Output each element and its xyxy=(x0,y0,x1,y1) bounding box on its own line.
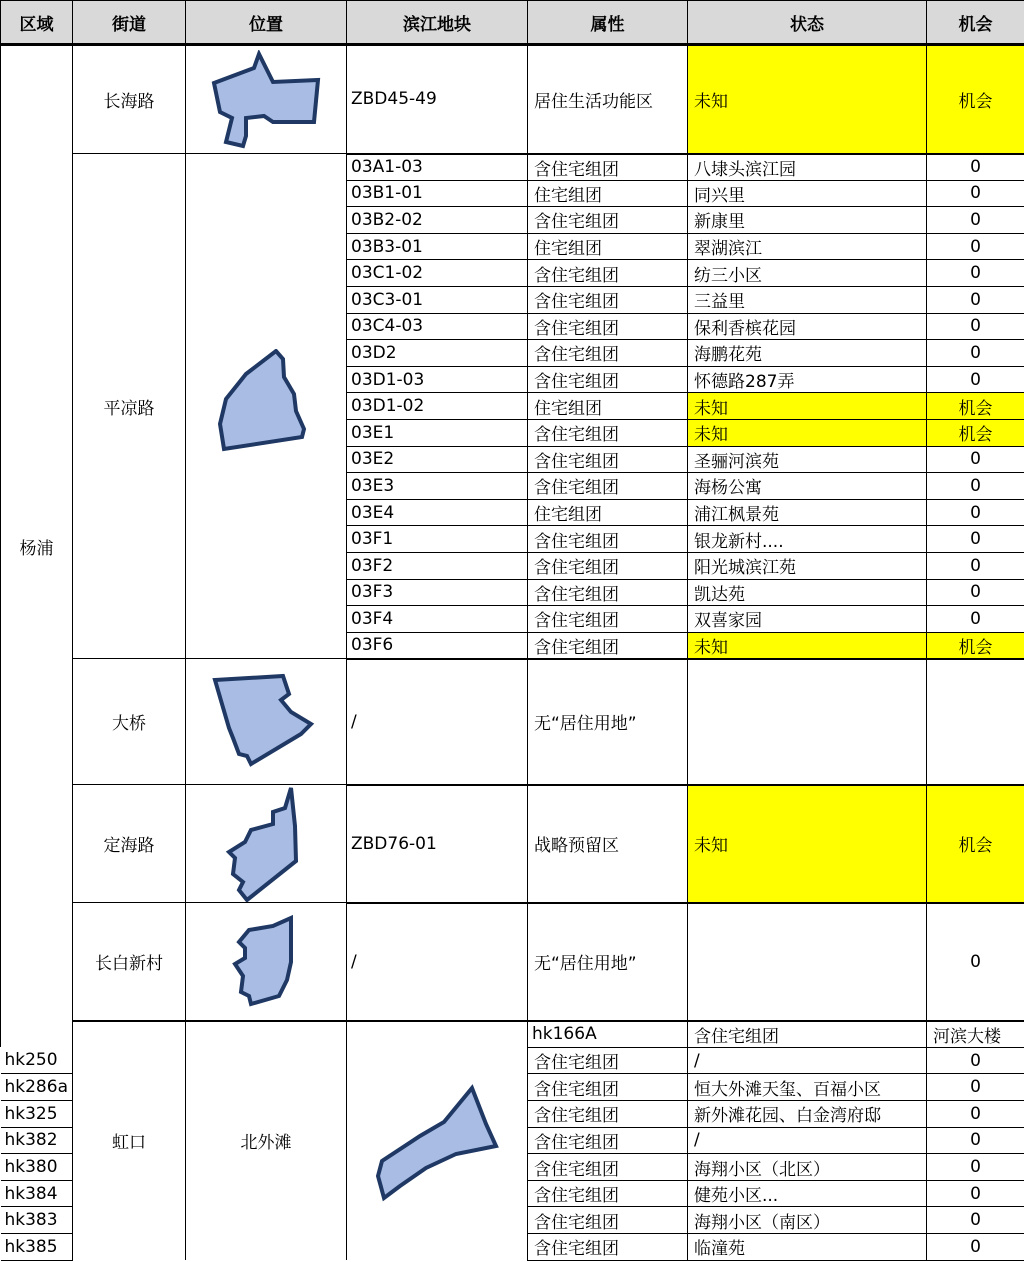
opportunity-cell: 0 xyxy=(927,366,1024,393)
status-cell: 同兴里 xyxy=(688,180,927,207)
table-row xyxy=(1,785,1024,903)
attribute-cell: 住宅组团 xyxy=(528,233,688,260)
status-cell: 健苑小区... xyxy=(688,1180,927,1207)
attribute-cell: 含住宅组团 xyxy=(528,1101,688,1128)
plot-cell: 03F3 xyxy=(347,579,528,606)
opportunity-cell: 机会 xyxy=(927,785,1024,903)
attribute-cell: 住宅组团 xyxy=(528,180,688,207)
attribute-cell: 含住宅组团 xyxy=(528,1047,688,1074)
opportunity-cell: 0 xyxy=(927,340,1024,367)
plot-cell: 03F2 xyxy=(347,552,528,579)
attribute-cell: 含住宅组团 xyxy=(528,1127,688,1154)
changhai-road-map-icon xyxy=(206,50,326,150)
status-cell: 阳光城滨江苑 xyxy=(688,552,927,579)
header-status: 状态 xyxy=(688,1,927,45)
attribute-cell: 含住宅组团 xyxy=(528,207,688,234)
plot-cell: 03E2 xyxy=(347,446,528,473)
status-cell: 新康里 xyxy=(688,207,927,234)
plot-cell: ZBD45-49 xyxy=(347,45,528,154)
plot-cell: 03D2 xyxy=(347,340,528,367)
opportunity-cell: 0 xyxy=(927,499,1024,526)
plot-cell: 03C1-02 xyxy=(347,260,528,287)
plot-cell: hk384 xyxy=(1,1180,73,1207)
opportunity-cell: 0 xyxy=(927,526,1024,553)
plot-cell: hk382 xyxy=(1,1127,73,1154)
header-plot: 滨江地块 xyxy=(347,1,528,45)
plot-cell: 03B3-01 xyxy=(347,233,528,260)
opportunity-cell: 0 xyxy=(927,1207,1024,1234)
plot-cell: hk250 xyxy=(1,1047,73,1074)
opportunity-cell: 0 xyxy=(927,1180,1024,1207)
status-cell: 浦江枫景苑 xyxy=(688,499,927,526)
table-row xyxy=(1,45,1024,154)
street-cell: 长海路 xyxy=(73,45,186,154)
attribute-cell: 含住宅组团 xyxy=(528,313,688,340)
status-cell: 翠湖滨江 xyxy=(688,233,927,260)
attribute-cell: 含住宅组团 xyxy=(528,473,688,500)
attribute-cell: 含住宅组团 xyxy=(528,419,688,446)
table-row xyxy=(1,903,1024,1021)
pingliang-road-map-icon xyxy=(216,349,316,464)
opportunity-cell: 机会 xyxy=(927,393,1024,420)
table-row xyxy=(1,659,1024,785)
status-cell: 三益里 xyxy=(688,286,927,313)
plot-cell: hk385 xyxy=(1,1234,73,1261)
status-cell xyxy=(688,903,927,1021)
opportunity-cell: 0 xyxy=(927,1074,1024,1101)
dinghai-road-map-icon xyxy=(221,786,311,902)
plot-cell: 03B2-02 xyxy=(347,207,528,234)
opportunity-cell: 0 xyxy=(927,233,1024,260)
plot-cell: 03F4 xyxy=(347,606,528,633)
status-cell: 纺三小区 xyxy=(688,260,927,287)
opportunity-cell: 0 xyxy=(927,260,1024,287)
opportunity-cell: 0 xyxy=(927,1127,1024,1154)
attribute-cell: 住宅组团 xyxy=(528,499,688,526)
opportunity-cell: 0 xyxy=(927,1101,1024,1128)
status-cell: 圣骊河滨苑 xyxy=(688,446,927,473)
opportunity-cell: 机会 xyxy=(927,45,1024,154)
opportunity-cell xyxy=(927,659,1024,785)
opportunity-cell: 机会 xyxy=(927,632,1024,659)
position-cell xyxy=(186,903,347,1021)
status-cell: 海翔小区（北区） xyxy=(688,1154,927,1181)
attribute-cell: 含住宅组团 xyxy=(528,1180,688,1207)
opportunity-cell: 0 xyxy=(927,473,1024,500)
region-cell: 杨浦 xyxy=(1,45,73,1048)
plot-cell: 03E3 xyxy=(347,473,528,500)
region-cell: 虹口 xyxy=(73,1021,186,1260)
opportunity-cell: 0 xyxy=(927,579,1024,606)
attribute-cell: 含住宅组团 xyxy=(528,552,688,579)
attribute-cell: 战略预留区 xyxy=(528,785,688,903)
plot-cell: hk166A xyxy=(528,1021,688,1048)
opportunity-cell: 0 xyxy=(927,606,1024,633)
plot-cell: / xyxy=(347,659,528,785)
street-cell: 平凉路 xyxy=(73,154,186,659)
table-row xyxy=(1,1021,1024,1048)
position-cell xyxy=(186,785,347,903)
attribute-cell: 含住宅组团 xyxy=(528,579,688,606)
status-cell: 未知 xyxy=(688,45,927,154)
opportunity-cell: 机会 xyxy=(927,419,1024,446)
plot-cell: ZBD76-01 xyxy=(347,785,528,903)
opportunity-cell: 0 xyxy=(927,154,1024,181)
attribute-cell: 含住宅组团 xyxy=(528,260,688,287)
status-cell: 凯达苑 xyxy=(688,579,927,606)
header-street: 街道 xyxy=(73,1,186,45)
status-cell: 河滨大楼 xyxy=(927,1021,1024,1048)
header-opportunity: 机会 xyxy=(927,1,1024,45)
attribute-cell: 含住宅组团 xyxy=(688,1021,927,1048)
status-cell: 未知 xyxy=(688,393,927,420)
plot-cell: 03F6 xyxy=(347,632,528,659)
opportunity-cell: 0 xyxy=(927,1234,1024,1261)
attribute-cell: 含住宅组团 xyxy=(528,1154,688,1181)
attribute-cell: 含住宅组团 xyxy=(528,286,688,313)
attribute-cell: 无“居住用地” xyxy=(528,903,688,1021)
status-cell: 海鹏花苑 xyxy=(688,340,927,367)
opportunity-cell: 0 xyxy=(927,446,1024,473)
status-cell: 未知 xyxy=(688,785,927,903)
street-cell: 定海路 xyxy=(73,785,186,903)
changbai-map-icon xyxy=(221,912,311,1012)
plot-cell: hk286a xyxy=(1,1074,73,1101)
status-cell: 海杨公寓 xyxy=(688,473,927,500)
attribute-cell: 含住宅组团 xyxy=(528,154,688,181)
attribute-cell: 含住宅组团 xyxy=(528,1074,688,1101)
opportunity-cell: 0 xyxy=(927,552,1024,579)
header-row xyxy=(1,1,1024,45)
attribute-cell: 居住生活功能区 xyxy=(528,45,688,154)
plot-cell: hk383 xyxy=(1,1207,73,1234)
status-cell: 恒大外滩天玺、百福小区 xyxy=(688,1074,927,1101)
position-cell xyxy=(347,1021,528,1260)
header-position: 位置 xyxy=(186,1,347,45)
status-cell: 新外滩花园、白金湾府邸 xyxy=(688,1101,927,1128)
street-cell: 长白新村 xyxy=(73,903,186,1021)
status-cell: / xyxy=(688,1127,927,1154)
street-cell: 北外滩 xyxy=(186,1021,347,1260)
opportunity-cell: 0 xyxy=(927,313,1024,340)
status-cell: 保利香槟花园 xyxy=(688,313,927,340)
status-cell: 八埭头滨江园 xyxy=(688,154,927,181)
plot-cell: 03B1-01 xyxy=(347,180,528,207)
plot-cell: 03F1 xyxy=(347,526,528,553)
attribute-cell: 含住宅组团 xyxy=(528,606,688,633)
status-cell: 未知 xyxy=(688,632,927,659)
opportunity-cell: 0 xyxy=(927,1154,1024,1181)
status-cell: 银龙新村.... xyxy=(688,526,927,553)
status-cell: 未知 xyxy=(688,419,927,446)
attribute-cell: 含住宅组团 xyxy=(528,366,688,393)
attribute-cell: 无“居住用地” xyxy=(528,659,688,785)
plot-cell: 03C3-01 xyxy=(347,286,528,313)
table-row xyxy=(1,154,1024,181)
attribute-cell: 含住宅组团 xyxy=(528,1207,688,1234)
attribute-cell: 含住宅组团 xyxy=(528,526,688,553)
attribute-cell: 含住宅组团 xyxy=(528,340,688,367)
plot-cell: 03D1-02 xyxy=(347,393,528,420)
status-cell xyxy=(688,659,927,785)
status-cell: 怀德路287弄 xyxy=(688,366,927,393)
header-region: 区域 xyxy=(1,1,73,45)
status-cell: / xyxy=(688,1047,927,1074)
position-cell xyxy=(186,659,347,785)
status-cell: 海翔小区（南区） xyxy=(688,1207,927,1234)
attribute-cell: 含住宅组团 xyxy=(528,1234,688,1261)
opportunity-cell: 0 xyxy=(927,903,1024,1021)
attribute-cell: 住宅组团 xyxy=(528,393,688,420)
opportunity-cell: 0 xyxy=(927,286,1024,313)
plot-cell: / xyxy=(347,903,528,1021)
plot-cell: hk380 xyxy=(1,1154,73,1181)
opportunity-cell: 0 xyxy=(927,180,1024,207)
plot-cell: 03A1-03 xyxy=(347,154,528,181)
plot-cell: 03E1 xyxy=(347,419,528,446)
daqiao-map-icon xyxy=(211,672,321,772)
opportunity-cell: 0 xyxy=(927,207,1024,234)
position-cell xyxy=(186,154,347,659)
status-cell: 双喜家园 xyxy=(688,606,927,633)
header-attribute: 属性 xyxy=(528,1,688,45)
status-cell: 临潼苑 xyxy=(688,1234,927,1261)
attribute-cell: 含住宅组团 xyxy=(528,632,688,659)
plot-cell: 03D1-03 xyxy=(347,366,528,393)
street-cell: 大桥 xyxy=(73,659,186,785)
plot-cell: 03E4 xyxy=(347,499,528,526)
north-bund-map-icon xyxy=(372,1076,502,1206)
plot-cell: 03C4-03 xyxy=(347,313,528,340)
attribute-cell: 含住宅组团 xyxy=(528,446,688,473)
position-cell xyxy=(186,45,347,154)
plot-cell: hk325 xyxy=(1,1101,73,1128)
opportunity-cell: 0 xyxy=(927,1047,1024,1074)
